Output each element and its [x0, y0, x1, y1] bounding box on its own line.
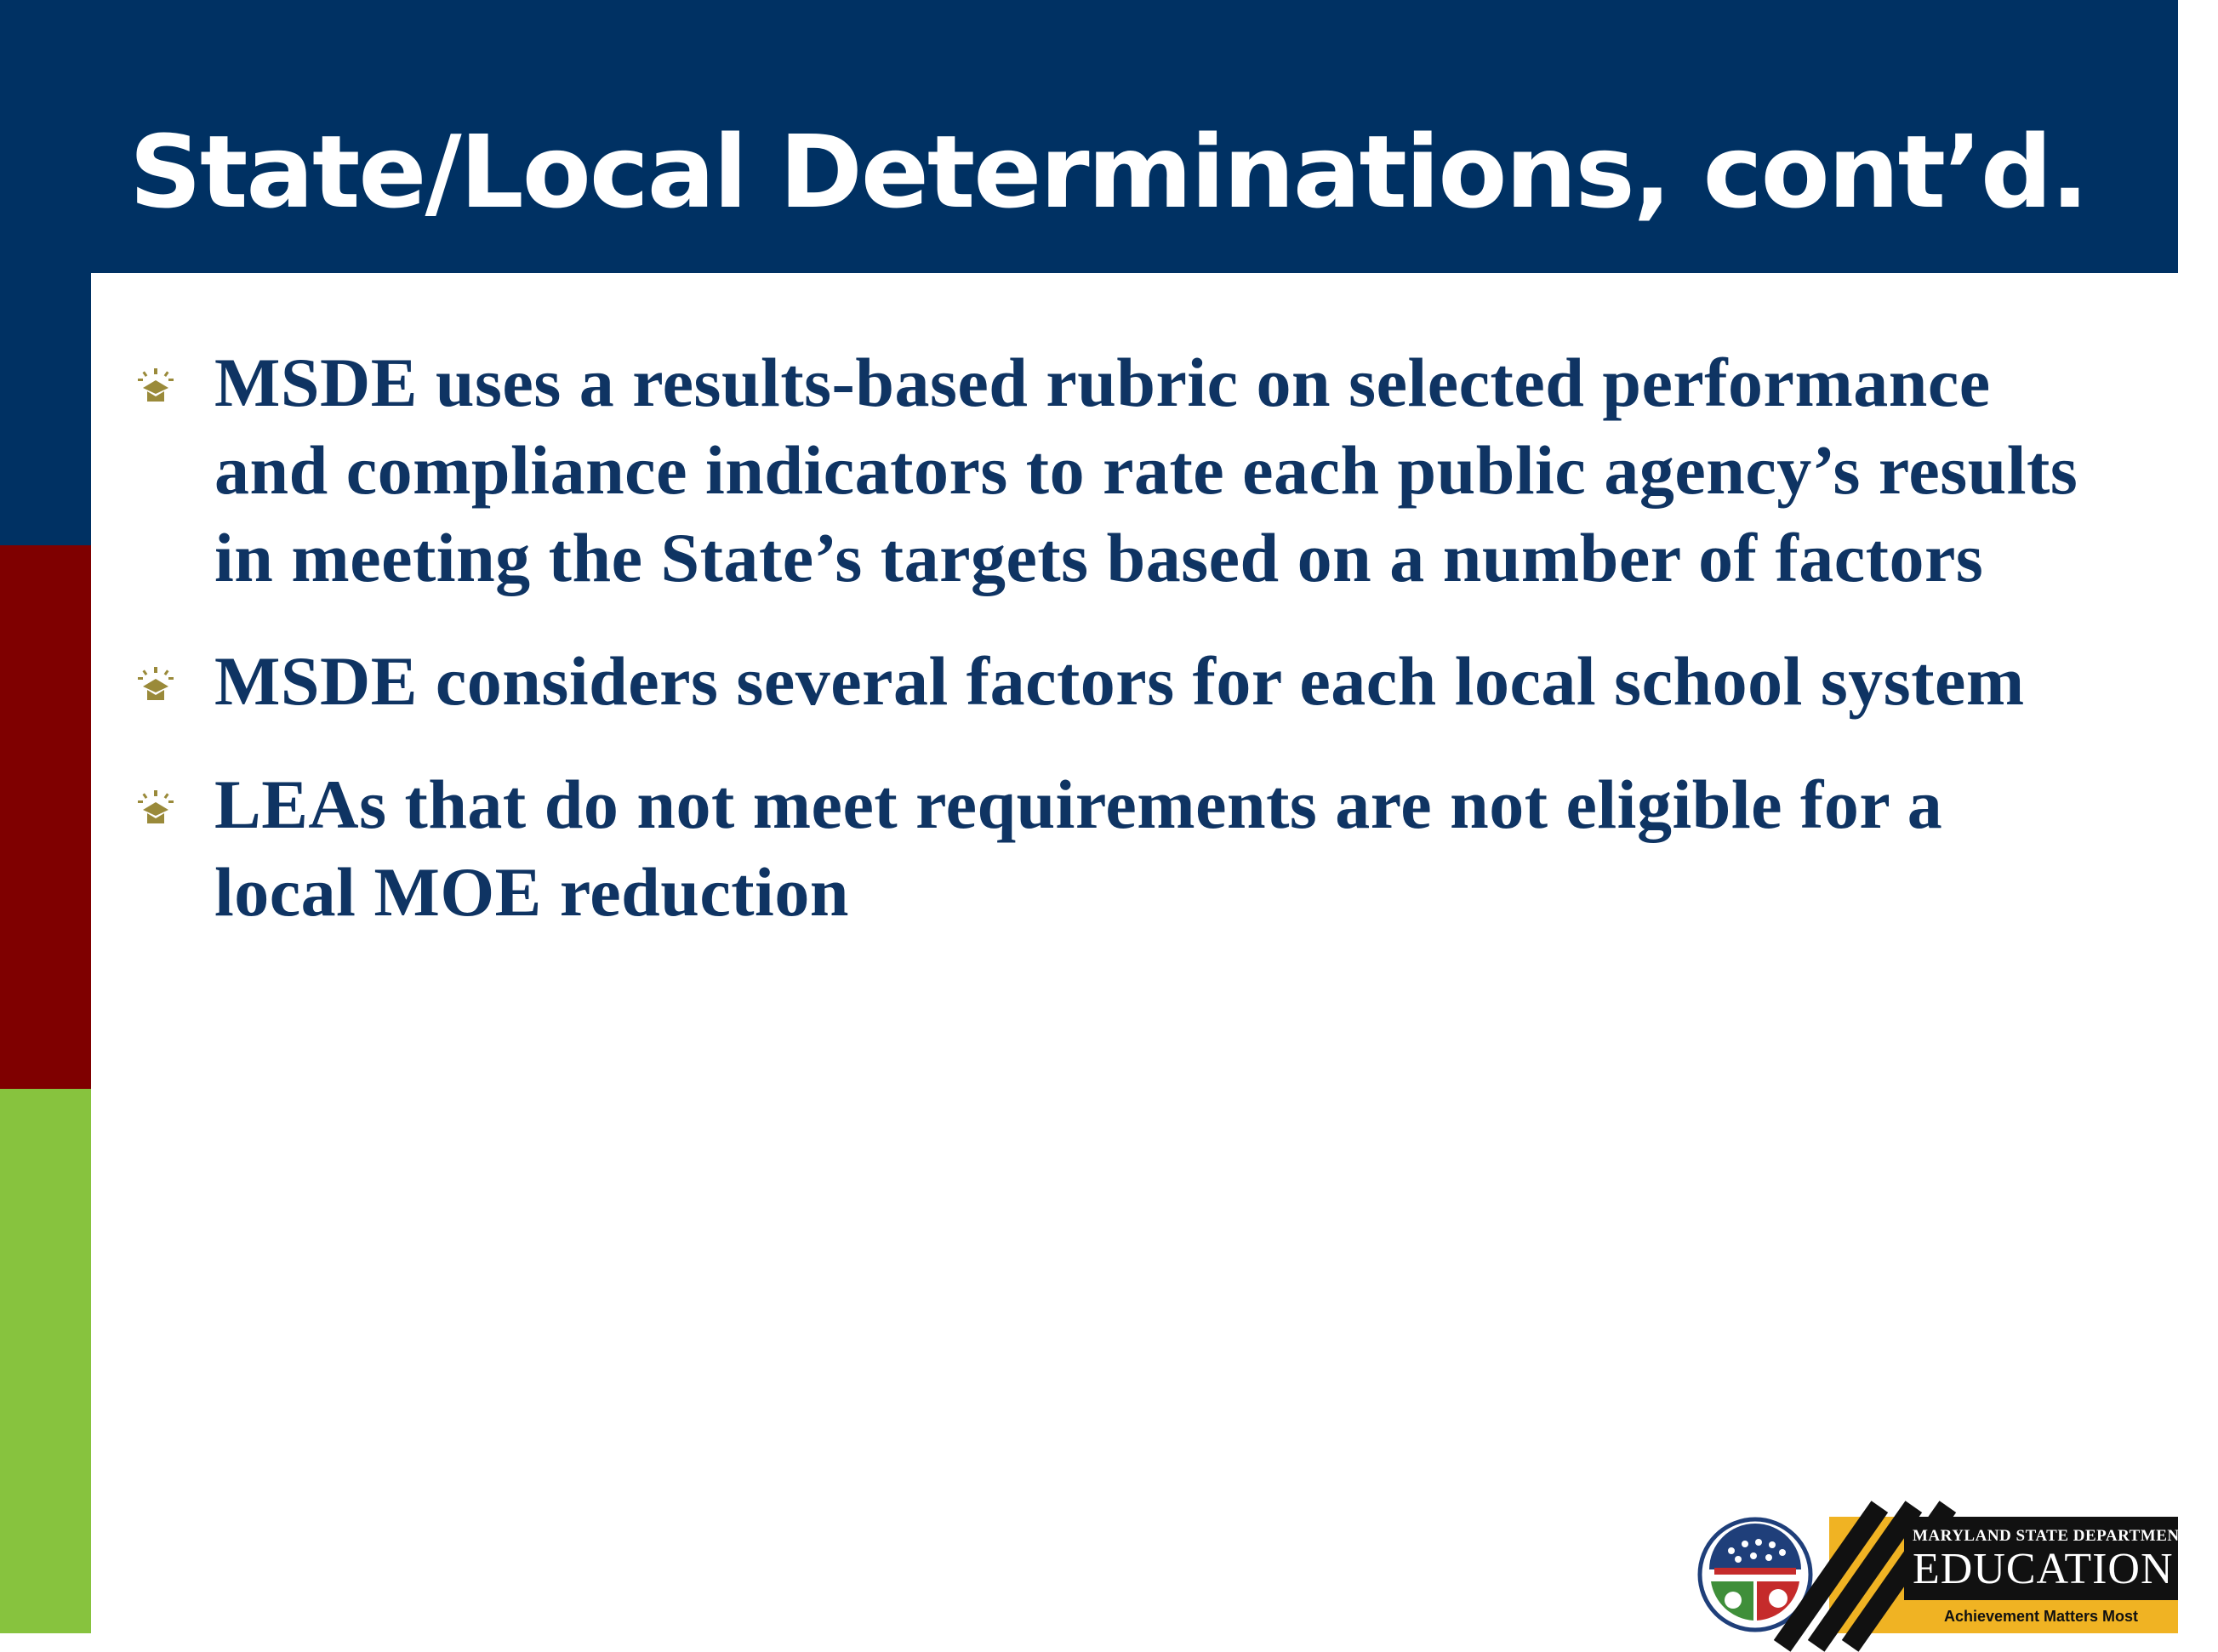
bullet-text: MSDE uses a results-based rubric on selected performance and compliance indicators to rate each public agency’s results in meeting the State’s targets based on a number of factors — [214, 344, 2078, 596]
msde-education-label: EDUCATION — [1913, 1545, 2174, 1593]
left-bar-green — [0, 1089, 91, 1633]
scholar-hat-icon — [136, 760, 214, 829]
maryland-flag-icon — [1829, 1517, 1914, 1633]
scholar-hat-icon — [136, 339, 214, 407]
bullet-item — [136, 339, 2093, 601]
bullet-text: LEAs that do not meet requirements are not eligible for a local MOE reduction — [214, 766, 1943, 931]
bullet-text: MSDE considers several factors for each local school system — [214, 642, 2025, 720]
msde-department-label: MARYLAND STATE DEPARTMENT OF — [1913, 1527, 2218, 1545]
msde-logo — [1829, 1517, 2218, 1633]
scholar-hat-icon — [136, 637, 214, 705]
msde-tagline: Achievement Matters Most — [1904, 1600, 2178, 1633]
slide-title: State/Local Determinations, cont’d. — [129, 113, 2088, 231]
bullet-item — [136, 637, 2093, 725]
bullet-item — [136, 760, 2093, 936]
left-bar-red — [0, 545, 91, 1089]
left-bar-blue — [0, 273, 91, 545]
footer-logos — [1697, 1517, 2218, 1633]
msde-wordmark — [1904, 1517, 2218, 1633]
bullet-list — [136, 339, 2093, 971]
